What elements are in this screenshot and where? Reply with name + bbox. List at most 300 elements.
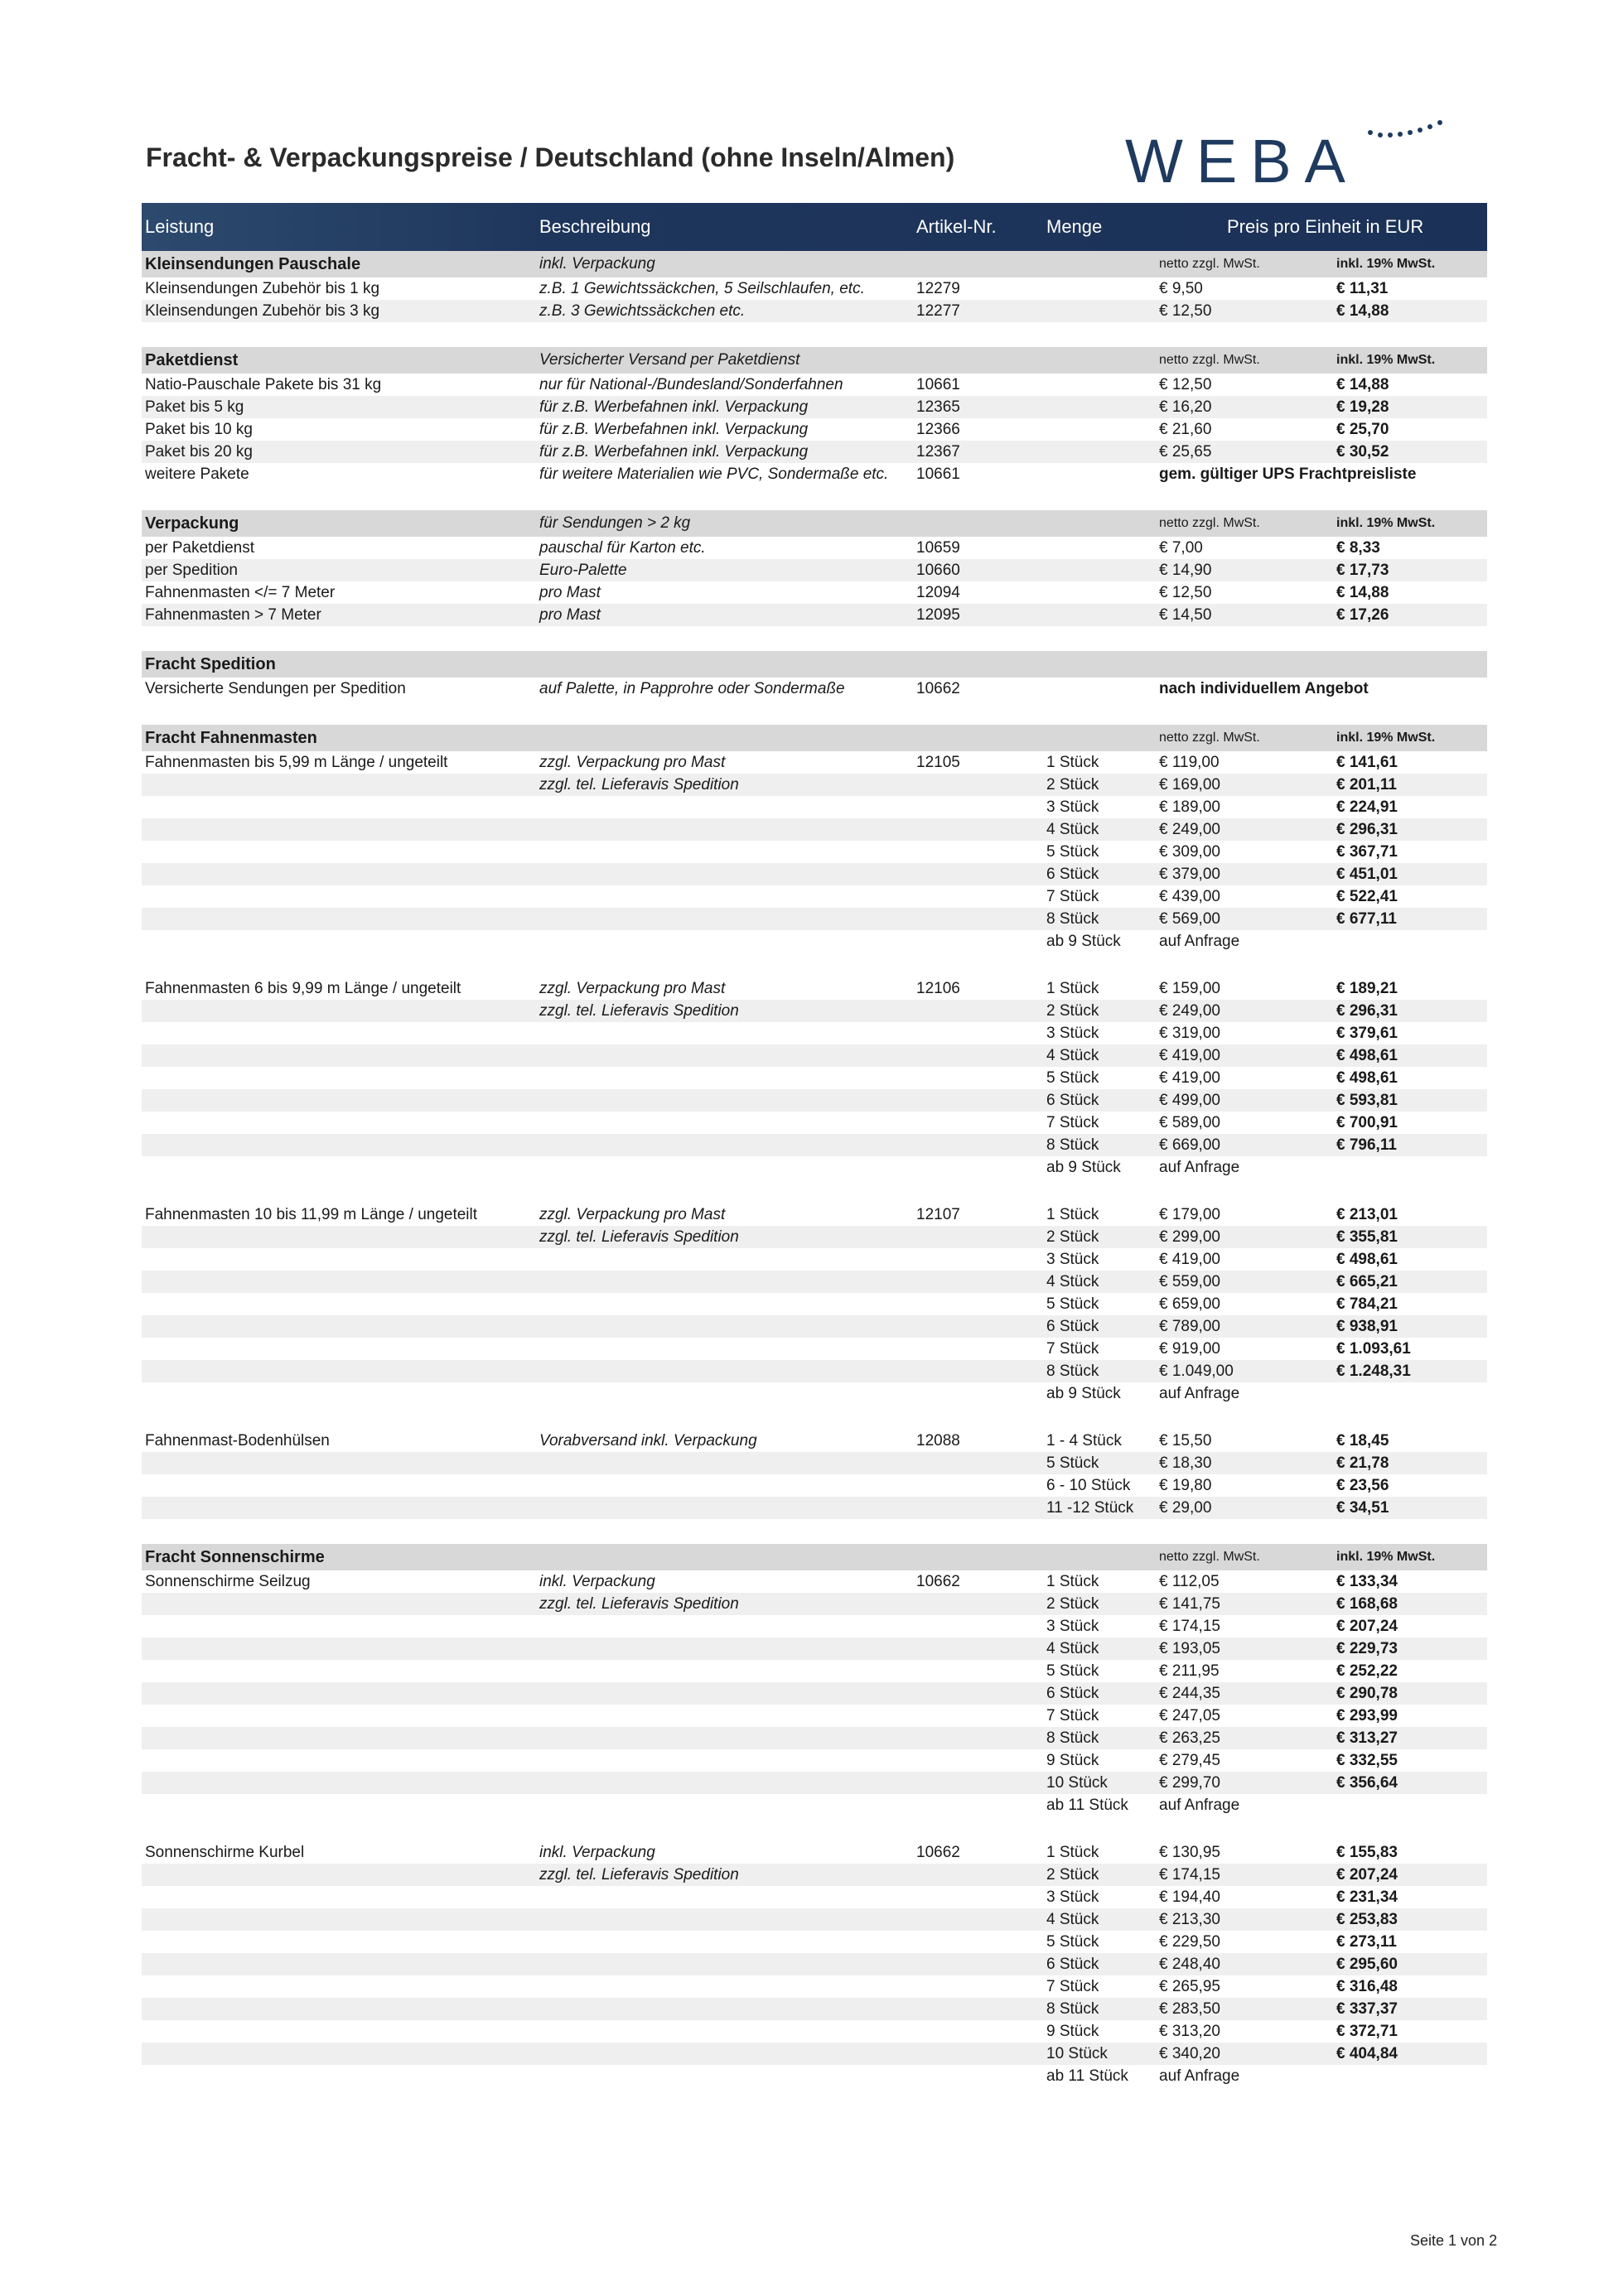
beschreibung-cell: zzgl. tel. Lieferavis Spedition: [539, 1866, 739, 1884]
table-header: [142, 203, 1487, 251]
table-row: [142, 678, 1487, 700]
beschreibung-cell: auf Palette, in Papprohre oder Sondermaße: [539, 680, 845, 697]
menge-cell: 8 Stück: [1046, 1729, 1099, 1747]
table-row: [142, 1156, 1487, 1179]
spacer-row: [142, 953, 1487, 977]
table-row: [142, 1271, 1487, 1293]
section-header-row: [142, 347, 1487, 374]
brutto-cell: € 296,31: [1336, 821, 1398, 838]
netto-cell: € 279,45: [1159, 1752, 1220, 1769]
menge-cell: 6 Stück: [1046, 1956, 1099, 1973]
menge-cell: 3 Stück: [1046, 1025, 1099, 1042]
table-row: [142, 1134, 1487, 1156]
beschreibung-cell: pro Mast: [539, 606, 601, 624]
brutto-cell: € 498,61: [1336, 1047, 1398, 1064]
menge-cell: 1 Stück: [1046, 1844, 1099, 1861]
netto-cell: € 589,00: [1159, 1114, 1220, 1131]
menge-cell: 4 Stück: [1046, 1273, 1099, 1290]
netto-cell: € 14,50: [1159, 606, 1212, 624]
netto-cell: € 29,00: [1159, 1499, 1212, 1517]
menge-cell: 11 -12 Stück: [1046, 1499, 1134, 1517]
table-row: [142, 418, 1487, 441]
menge-cell: 2 Stück: [1046, 776, 1099, 793]
menge-cell: 3 Stück: [1046, 1618, 1099, 1635]
table-row: [142, 1749, 1487, 1772]
leistung-cell: Kleinsendungen Zubehör bis 1 kg: [145, 280, 380, 297]
artikel-cell: 12279: [916, 280, 960, 297]
artikel-cell: 12094: [916, 584, 960, 601]
leistung-cell: Fahnenmasten 6 bis 9,99 m Länge / ungeteilt: [145, 980, 461, 997]
menge-cell: ab 11 Stück: [1046, 1797, 1128, 1814]
brutto-cell: € 293,99: [1336, 1707, 1398, 1724]
netto-cell: € 12,50: [1159, 302, 1212, 320]
table-body: [142, 251, 1487, 2112]
beschreibung-cell: inkl. Verpackung: [539, 255, 655, 273]
table-row: [142, 1975, 1487, 1998]
beschreibung-cell: zzgl. tel. Lieferavis Spedition: [539, 1595, 739, 1613]
spacer-row: [142, 1816, 1487, 1841]
brutto-cell: € 784,21: [1336, 1295, 1398, 1313]
brutto-cell: € 17,26: [1336, 606, 1389, 624]
menge-cell: 6 Stück: [1046, 1318, 1099, 1335]
netto-cell: netto zzgl. MwSt.: [1159, 353, 1260, 367]
brutto-cell: € 8,33: [1336, 539, 1380, 557]
brutto-cell: inkl. 19% MwSt.: [1336, 353, 1436, 367]
menge-cell: 5 Stück: [1046, 1662, 1099, 1680]
table-row: [142, 885, 1487, 908]
beschreibung-cell: nur für National-/Bundesland/Sonderfahnen: [539, 376, 843, 393]
menge-cell: 6 Stück: [1046, 866, 1099, 883]
table-row: [142, 1022, 1487, 1044]
artikel-cell: 10662: [916, 680, 960, 697]
netto-cell: auf Anfrage: [1159, 1385, 1240, 1402]
menge-cell: 9 Stück: [1046, 1752, 1099, 1769]
section-header-row: [142, 725, 1487, 751]
leistung-cell: Fahnenmasten </= 7 Meter: [145, 584, 336, 601]
menge-cell: ab 9 Stück: [1046, 1159, 1121, 1176]
menge-cell: ab 11 Stück: [1046, 2067, 1128, 2085]
netto-cell: € 309,00: [1159, 843, 1220, 861]
menge-cell: 4 Stück: [1046, 1911, 1099, 1928]
brutto-cell: € 313,27: [1336, 1729, 1398, 1747]
menge-cell: 5 Stück: [1046, 1933, 1099, 1951]
table-row: [142, 977, 1487, 1000]
netto-cell: € 112,05: [1159, 1573, 1220, 1590]
leistung-cell: Fahnenmasten 10 bis 11,99 m Länge / ungeteilt: [145, 1206, 478, 1223]
page-number: Seite 1 von 2: [1410, 2232, 1498, 2249]
menge-cell: 4 Stück: [1046, 821, 1099, 838]
table-row: [142, 441, 1487, 463]
netto-cell: € 669,00: [1159, 1136, 1220, 1154]
beschreibung-cell: zzgl. tel. Lieferavis Spedition: [539, 1228, 739, 1246]
spacer-row: [142, 1405, 1487, 1430]
menge-cell: 1 Stück: [1046, 1573, 1099, 1590]
netto-cell: € 169,00: [1159, 776, 1220, 793]
brutto-cell: € 133,34: [1336, 1573, 1398, 1590]
table-row: [142, 1638, 1487, 1660]
netto-cell: € 12,50: [1159, 376, 1212, 393]
artikel-cell: 10662: [916, 1844, 960, 1861]
menge-cell: 7 Stück: [1046, 1340, 1099, 1358]
table-row: [142, 604, 1487, 626]
table-row: [142, 751, 1487, 774]
table-row: [142, 1772, 1487, 1794]
netto-cell: € 1.049,00: [1159, 1363, 1234, 1380]
price-note-cell: nach individuellem Angebot: [1159, 680, 1369, 697]
menge-cell: 7 Stück: [1046, 1978, 1099, 1995]
netto-cell: € 249,00: [1159, 1002, 1220, 1020]
price-note-cell: gem. gültiger UPS Frachtpreisliste: [1159, 465, 1417, 483]
table-row: [142, 2043, 1487, 2065]
table-row: [142, 1570, 1487, 1593]
price-table: [142, 203, 1487, 2112]
netto-cell: € 174,15: [1159, 1618, 1220, 1635]
table-row: [142, 1593, 1487, 1615]
table-row: [142, 559, 1487, 581]
table-row: [142, 1226, 1487, 1248]
beschreibung-cell: inkl. Verpackung: [539, 1573, 655, 1590]
artikel-cell: 12365: [916, 398, 960, 416]
leistung-cell: Paket bis 20 kg: [145, 443, 253, 461]
brutto-cell: € 379,61: [1336, 1025, 1398, 1042]
menge-cell: 1 Stück: [1046, 1206, 1099, 1223]
menge-cell: 3 Stück: [1046, 798, 1099, 816]
menge-cell: 3 Stück: [1046, 1251, 1099, 1268]
table-row: [142, 841, 1487, 863]
leistung-cell: Fracht Spedition: [145, 655, 276, 673]
table-row: [142, 1660, 1487, 1682]
netto-cell: netto zzgl. MwSt.: [1159, 1550, 1260, 1564]
table-row: [142, 1293, 1487, 1315]
table-row: [142, 774, 1487, 796]
beschreibung-cell: für Sendungen > 2 kg: [539, 514, 691, 532]
beschreibung-cell: inkl. Verpackung: [539, 1844, 655, 1861]
beschreibung-cell: pro Mast: [539, 584, 601, 601]
artikel-cell: 10661: [916, 465, 960, 483]
leistung-cell: Versicherte Sendungen per Spedition: [145, 680, 406, 697]
table-row: [142, 1908, 1487, 1931]
brutto-cell: € 207,24: [1336, 1618, 1398, 1635]
brutto-cell: € 25,70: [1336, 421, 1389, 438]
netto-cell: auf Anfrage: [1159, 933, 1240, 950]
brutto-cell: € 252,22: [1336, 1662, 1398, 1680]
table-row: [142, 1615, 1487, 1638]
section-header-row: [142, 651, 1487, 678]
leistung-cell: weitere Pakete: [145, 465, 249, 483]
menge-cell: 7 Stück: [1046, 1114, 1099, 1131]
table-row: [142, 1953, 1487, 1975]
netto-cell: € 283,50: [1159, 2000, 1220, 2018]
netto-cell: auf Anfrage: [1159, 1159, 1240, 1176]
table-row: [142, 1315, 1487, 1338]
brutto-cell: € 522,41: [1336, 888, 1398, 905]
leistung-cell: Paket bis 5 kg: [145, 398, 244, 416]
netto-cell: € 379,00: [1159, 866, 1220, 883]
menge-cell: 6 - 10 Stück: [1046, 1477, 1131, 1494]
brutto-cell: inkl. 19% MwSt.: [1336, 1550, 1436, 1564]
netto-cell: € 419,00: [1159, 1069, 1220, 1087]
netto-cell: € 174,15: [1159, 1866, 1220, 1884]
brutto-cell: € 30,52: [1336, 443, 1389, 461]
table-row: [142, 1000, 1487, 1022]
netto-cell: € 340,20: [1159, 2045, 1220, 2062]
header-menge: Menge: [1046, 216, 1103, 237]
table-row: [142, 2020, 1487, 2043]
beschreibung-cell: Euro-Palette: [539, 562, 627, 579]
brutto-cell: € 14,88: [1336, 584, 1389, 601]
netto-cell: € 14,90: [1159, 562, 1212, 579]
menge-cell: 8 Stück: [1046, 2000, 1099, 2018]
menge-cell: 8 Stück: [1046, 910, 1099, 928]
netto-cell: € 15,50: [1159, 1432, 1212, 1449]
brutto-cell: € 316,48: [1336, 1978, 1398, 1995]
menge-cell: 2 Stück: [1046, 1002, 1099, 1020]
table-row: [142, 818, 1487, 841]
brutto-cell: € 498,61: [1336, 1069, 1398, 1087]
menge-cell: 5 Stück: [1046, 1069, 1099, 1087]
menge-cell: 2 Stück: [1046, 1228, 1099, 1246]
netto-cell: netto zzgl. MwSt.: [1159, 257, 1260, 271]
beschreibung-cell: für z.B. Werbefahnen inkl. Verpackung: [539, 398, 809, 416]
menge-cell: 9 Stück: [1046, 2023, 1099, 2040]
brutto-cell: € 938,91: [1336, 1318, 1398, 1335]
netto-cell: € 265,95: [1159, 1978, 1220, 1995]
netto-cell: € 919,00: [1159, 1340, 1220, 1358]
brutto-cell: € 201,11: [1336, 776, 1397, 793]
artikel-cell: 10662: [916, 1573, 960, 1590]
artikel-cell: 10661: [916, 376, 960, 393]
table-row: [142, 1360, 1487, 1382]
table-row: [142, 1338, 1487, 1360]
netto-cell: € 248,40: [1159, 1956, 1220, 1973]
logo-text: WEBA: [1125, 127, 1359, 195]
beschreibung-cell: pauschal für Karton etc.: [539, 539, 706, 557]
leistung-cell: Kleinsendungen Zubehör bis 3 kg: [145, 302, 380, 320]
brutto-cell: € 213,01: [1336, 1206, 1398, 1223]
netto-cell: € 569,00: [1159, 910, 1220, 928]
netto-cell: € 211,95: [1159, 1662, 1220, 1680]
brutto-cell: € 273,11: [1336, 1933, 1397, 1951]
netto-cell: auf Anfrage: [1159, 2067, 1240, 2085]
table-row: [142, 1452, 1487, 1474]
artikel-cell: 12105: [916, 754, 960, 771]
menge-cell: ab 9 Stück: [1046, 933, 1121, 950]
netto-cell: € 249,00: [1159, 821, 1220, 838]
brutto-cell: € 19,28: [1336, 398, 1389, 416]
leistung-cell: Verpackung: [145, 514, 239, 533]
table-row: [142, 1474, 1487, 1497]
menge-cell: 5 Stück: [1046, 843, 1099, 861]
leistung-cell: Paketdienst: [145, 351, 239, 369]
section-header-row: [142, 510, 1487, 537]
brutto-cell: € 168,68: [1336, 1595, 1398, 1613]
menge-cell: 6 Stück: [1046, 1685, 1099, 1702]
beschreibung-cell: zzgl. Verpackung pro Mast: [539, 754, 726, 771]
netto-cell: € 659,00: [1159, 1295, 1220, 1313]
spacer-row: [142, 626, 1487, 651]
leistung-cell: per Spedition: [145, 562, 238, 579]
brutto-cell: € 677,11: [1336, 910, 1397, 928]
netto-cell: € 159,00: [1159, 980, 1220, 997]
menge-cell: 1 Stück: [1046, 980, 1099, 997]
brutto-cell: € 1.248,31: [1336, 1363, 1411, 1380]
header-artikel: Artikel-Nr.: [916, 216, 997, 237]
brutto-cell: € 498,61: [1336, 1251, 1398, 1268]
table-row: [142, 1497, 1487, 1519]
table-row: [142, 1886, 1487, 1908]
table-row: [142, 277, 1487, 300]
menge-cell: 10 Stück: [1046, 2045, 1108, 2062]
beschreibung-cell: zzgl. tel. Lieferavis Spedition: [539, 776, 739, 793]
table-row: [142, 2065, 1487, 2087]
netto-cell: € 7,00: [1159, 539, 1203, 557]
artikel-cell: 12367: [916, 443, 960, 461]
section-header-row: [142, 1544, 1487, 1570]
menge-cell: 1 Stück: [1046, 754, 1099, 771]
brutto-cell: € 404,84: [1336, 2045, 1398, 2062]
page-title: Fracht- & Verpackungspreise / Deutschland (ohne Inseln/Almen): [146, 142, 955, 172]
netto-cell: € 499,00: [1159, 1092, 1220, 1109]
leistung-cell: Sonnenschirme Kurbel: [145, 1844, 305, 1861]
netto-cell: € 299,00: [1159, 1228, 1220, 1246]
menge-cell: 2 Stück: [1046, 1595, 1099, 1613]
artikel-cell: 12277: [916, 302, 960, 320]
brutto-cell: € 253,83: [1336, 1911, 1398, 1928]
menge-cell: 8 Stück: [1046, 1363, 1099, 1380]
netto-cell: € 130,95: [1159, 1844, 1220, 1861]
table-row: [142, 374, 1487, 396]
brutto-cell: € 18,45: [1336, 1432, 1389, 1449]
netto-cell: auf Anfrage: [1159, 1797, 1240, 1814]
menge-cell: 3 Stück: [1046, 1888, 1099, 1906]
brutto-cell: € 11,31: [1336, 280, 1389, 297]
table-row: [142, 1705, 1487, 1727]
brutto-cell: € 141,61: [1336, 754, 1398, 771]
table-row: [142, 1931, 1487, 1953]
brutto-cell: € 700,91: [1336, 1114, 1398, 1131]
artikel-cell: 12095: [916, 606, 960, 624]
spacer-row: [142, 1519, 1487, 1544]
netto-cell: € 419,00: [1159, 1251, 1220, 1268]
leistung-cell: per Paketdienst: [145, 539, 255, 557]
logo-dots-icon: [1365, 114, 1456, 147]
table-row: [142, 1203, 1487, 1226]
brutto-cell: € 1.093,61: [1336, 1340, 1411, 1358]
brutto-cell: € 355,81: [1336, 1228, 1398, 1246]
artikel-cell: 12088: [916, 1432, 960, 1449]
table-row: [142, 581, 1487, 604]
netto-cell: € 16,20: [1159, 398, 1212, 416]
table-row: [142, 396, 1487, 418]
beschreibung-cell: zzgl. Verpackung pro Mast: [539, 1206, 726, 1223]
table-row: [142, 1864, 1487, 1886]
menge-cell: 2 Stück: [1046, 1866, 1099, 1884]
section-header-row: [142, 251, 1487, 277]
menge-cell: 4 Stück: [1046, 1640, 1099, 1657]
leistung-cell: Kleinsendungen Pauschale: [145, 255, 361, 273]
netto-cell: € 9,50: [1159, 280, 1203, 297]
artikel-cell: 12366: [916, 421, 960, 438]
artikel-cell: 10659: [916, 539, 960, 557]
leistung-cell: Natio-Pauschale Pakete bis 31 kg: [145, 376, 382, 393]
brutto-cell: € 14,88: [1336, 376, 1389, 393]
brutto-cell: € 23,56: [1336, 1477, 1389, 1494]
leistung-cell: Fracht Fahnenmasten: [145, 729, 317, 747]
netto-cell: netto zzgl. MwSt.: [1159, 516, 1260, 530]
brutto-cell: € 337,37: [1336, 2000, 1398, 2018]
spacer-row: [142, 485, 1487, 510]
spacer-row: [142, 1179, 1487, 1203]
header-preis: Preis pro Einheit in EUR: [1227, 216, 1424, 237]
netto-cell: netto zzgl. MwSt.: [1159, 731, 1260, 745]
menge-cell: 5 Stück: [1046, 1295, 1099, 1313]
brutto-cell: € 21,78: [1336, 1454, 1389, 1472]
brutto-cell: € 34,51: [1336, 1499, 1389, 1517]
netto-cell: € 18,30: [1159, 1454, 1212, 1472]
leistung-cell: Paket bis 10 kg: [145, 421, 253, 438]
table-row: [142, 1682, 1487, 1705]
netto-cell: € 12,50: [1159, 584, 1212, 601]
menge-cell: 1 - 4 Stück: [1046, 1432, 1122, 1449]
brutto-cell: € 14,88: [1336, 302, 1389, 320]
brutto-cell: € 367,71: [1336, 843, 1398, 861]
netto-cell: € 263,25: [1159, 1729, 1220, 1747]
netto-cell: € 189,00: [1159, 798, 1220, 816]
artikel-cell: 12107: [916, 1206, 960, 1223]
spacer-row: [142, 2087, 1487, 2112]
weba-logo: [1125, 114, 1456, 197]
table-row: [142, 463, 1487, 485]
leistung-cell: Fahnenmasten > 7 Meter: [145, 606, 321, 624]
brutto-cell: € 229,73: [1336, 1640, 1398, 1657]
table-row: [142, 300, 1487, 322]
table-row: [142, 1430, 1487, 1452]
leistung-cell: Fracht Sonnenschirme: [145, 1548, 325, 1566]
netto-cell: € 789,00: [1159, 1318, 1220, 1335]
table-row: [142, 796, 1487, 818]
brutto-cell: € 296,31: [1336, 1002, 1398, 1020]
menge-cell: 7 Stück: [1046, 888, 1099, 905]
spacer-row: [142, 700, 1487, 725]
brutto-cell: € 665,21: [1336, 1273, 1398, 1290]
netto-cell: € 319,00: [1159, 1025, 1220, 1042]
netto-cell: € 21,60: [1159, 421, 1212, 438]
netto-cell: € 213,30: [1159, 1911, 1220, 1928]
netto-cell: € 194,40: [1159, 1888, 1220, 1906]
netto-cell: € 193,05: [1159, 1640, 1220, 1657]
brutto-cell: € 17,73: [1336, 562, 1389, 579]
brutto-cell: € 356,64: [1336, 1774, 1398, 1792]
brutto-cell: € 224,91: [1336, 798, 1398, 816]
table-row: [142, 1998, 1487, 2020]
brutto-cell: € 332,55: [1336, 1752, 1398, 1769]
brutto-cell: € 207,24: [1336, 1866, 1398, 1884]
menge-cell: 5 Stück: [1046, 1454, 1099, 1472]
brutto-cell: € 451,01: [1336, 866, 1398, 883]
menge-cell: 10 Stück: [1046, 1774, 1108, 1792]
table-row: [142, 1794, 1487, 1816]
brutto-cell: inkl. 19% MwSt.: [1336, 257, 1436, 271]
netto-cell: € 419,00: [1159, 1047, 1220, 1064]
table-row: [142, 1067, 1487, 1089]
header-leistung: Leistung: [145, 216, 215, 237]
netto-cell: € 559,00: [1159, 1273, 1220, 1290]
netto-cell: € 299,70: [1159, 1774, 1220, 1792]
brutto-cell: € 295,60: [1336, 1956, 1398, 1973]
header-beschreibung: Beschreibung: [539, 216, 651, 237]
brutto-cell: € 189,21: [1336, 980, 1398, 997]
netto-cell: € 247,05: [1159, 1707, 1220, 1724]
